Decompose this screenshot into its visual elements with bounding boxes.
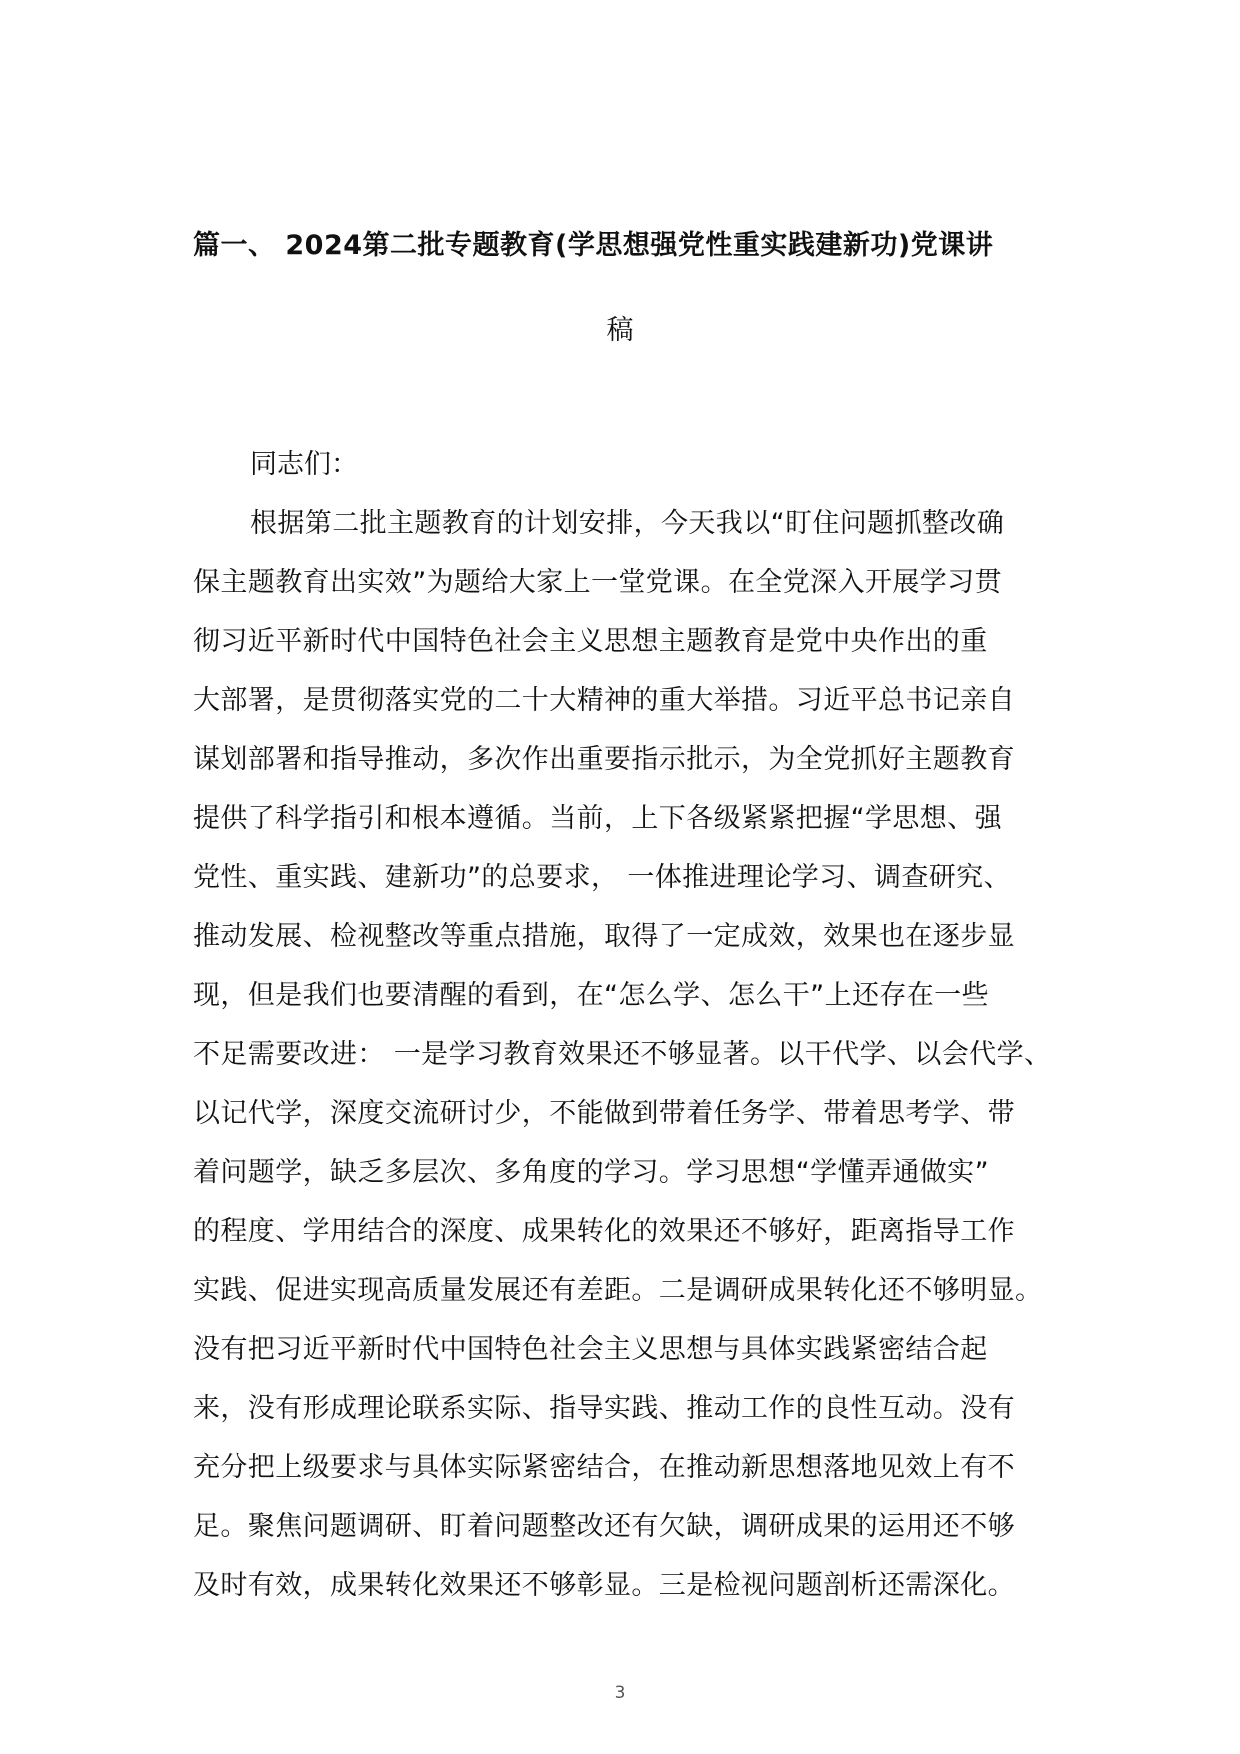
body-line: 足。聚焦问题调研、盯着问题整改还有欠缺，调研成果的运用还不够	[193, 1511, 1015, 1542]
body-line: 以记代学，深度交流研讨少，不能做到带着任务学、带着思考学、带	[193, 1098, 1015, 1129]
body-line: 充分把上级要求与具体实际紧密结合，在推动新思想落地见效上有不	[193, 1452, 1015, 1483]
body-line: 来，没有形成理论联系实际、指导实践、推动工作的良性互动。没有	[193, 1393, 1015, 1424]
body-line: 着问题学，缺乏多层次、多角度的学习。学习思想“学懂弄通做实”	[193, 1157, 989, 1188]
body-line: 谋划部署和指导推动，多次作出重要指示批示，为全党抓好主题教育	[193, 744, 1015, 775]
page-number: 3	[614, 1683, 626, 1703]
body-line: 提供了科学指引和根本遵循。当前，上下各级紧紧把握“学思想、强	[193, 803, 1002, 834]
body-line: 根据第二批主题教育的计划安排，今天我以“盯住问题抓整改确	[250, 508, 1005, 539]
body-line: 大部署，是贯彻落实党的二十大精神的重大举措。习近平总书记亲自	[193, 685, 1015, 716]
body-line: 彻习近平新时代中国特色社会主义思想主题教育是党中央作出的重	[193, 626, 988, 657]
salutation: 同志们：	[250, 449, 358, 480]
body-line: 的程度、学用结合的深度、成果转化的效果还不够好，距离指导工作	[193, 1216, 1015, 1247]
body-line: 没有把习近平新时代中国特色社会主义思想与具体实践紧密结合起	[193, 1334, 988, 1365]
body-line: 保主题教育出实效”为题给大家上一堂党课。在全党深入开展学习贯	[193, 567, 1002, 598]
document-title-continuation: 稿	[606, 315, 634, 346]
body-line: 实践、促进实现高质量发展还有差距。二是调研成果转化还不够明显。	[193, 1275, 1043, 1306]
body-line: 现，但是我们也要清醒的看到，在“怎么学、怎么干”上还存在一些	[193, 980, 989, 1011]
body-line: 及时有效，成果转化效果还不够彰显。三是检视问题剖析还需深化。	[193, 1570, 1015, 1601]
document-title: 篇一、 2024第二批专题教育(学思想强党性重实践建新功)党课讲	[193, 230, 994, 261]
body-line: 推动发展、检视整改等重点措施，取得了一定成效，效果也在逐步显	[193, 921, 1015, 952]
body-line: 不足需要改进： 一是学习教育效果还不够显著。以干代学、以会代学、	[193, 1039, 1052, 1070]
body-line: 党性、重实践、建新功”的总要求， 一体推进理论学习、调查研究、	[193, 862, 1011, 893]
